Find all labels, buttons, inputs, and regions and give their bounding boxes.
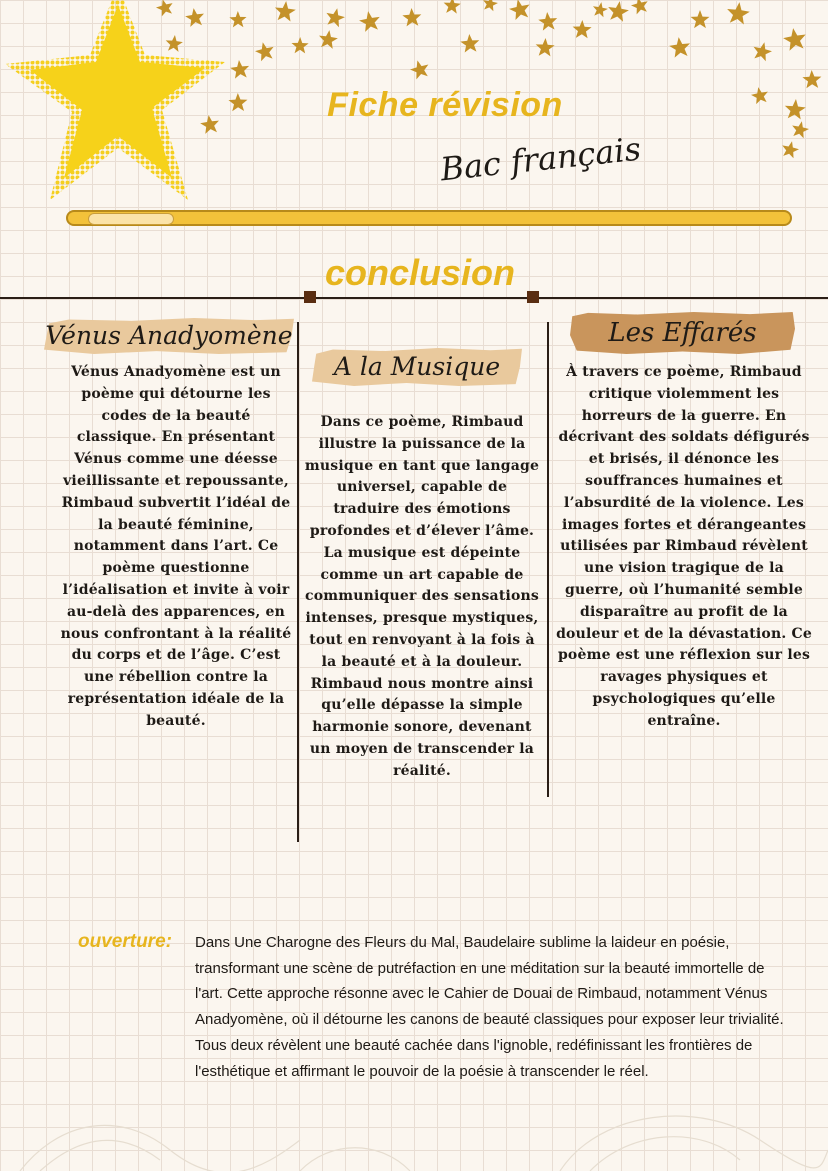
star-icon [784,98,807,120]
star-icon [184,7,205,28]
star-icon [228,93,247,111]
star-icon [629,0,650,15]
section-title: conclusion [324,252,516,293]
star-icon [668,36,691,58]
star-icon [507,0,532,21]
star-icon [460,33,480,52]
decorative-contours [0,1080,828,1171]
page-subtitle: Bac français [438,129,643,189]
progress-bar [66,210,792,226]
star-icon [591,1,608,18]
star-icon [408,58,431,80]
star-icon [402,8,422,27]
star-icon [572,20,592,39]
star-icon [274,0,297,22]
star-icon [291,37,308,54]
star-icon [751,40,774,62]
column-2-text: Dans ce poème, Rimbaud illustre la puissance de la musique en tant que langage universel, capable de traduire des émotions profondes et d’élever l’âme. La musique est dépeinte comme un art capable de communiquer des sensations intenses, presque mystiques, tout en renvoyant à la fois à la beauté et à la douleur. Rimbaud nous montre ainsi qu’elle dépasse la simple harmonie sonore, devenant un moyen de transcender la réalité. [304,414,540,779]
star-icon [802,70,822,89]
star-icon [481,0,499,12]
progress-bar-fill [88,213,174,225]
star-icon [154,0,175,17]
column-3-text: À travers ce poème, Rimbaud critique violemment les horreurs de la guerre. En décrivant des soldats défigurés et brisés, il dénonce les souffrances humaines et l’absurdité de la violence. Les images fortes et dérangeantes utilisées par Rimbaud révèlent une vision tragique de la guerre, où l’humanité semble disparaître au profit de la douleur et de la dévastation. Ce poème est une réflexion sur les ravages physiques et psychologiques qu’elle entraîne. [556,364,812,729]
star-icon [317,29,338,50]
star-icon [726,1,751,25]
divider-square-right [527,291,539,303]
column-2-title: A la Musique [333,352,501,381]
star-icon [229,11,246,28]
divider-line [0,297,828,299]
star-icon [358,9,382,32]
star-icon [230,59,251,79]
star-icon [324,6,347,28]
column-1-title: Vénus Anadyomène [45,321,293,350]
column-1-text: Vénus Anadyomène est un poème qui détourne les codes de la beauté classique. En présentant Vénus comme une déesse vieillissante et repoussante, Rimbaud subvertit l’idéal de la beauté féminine, notamment dans l’art. Ce poème questionne l’idéalisation et invite à voir au-delà des apparences, en nous confrontant à la réalité du corps et de l’âge. C’est une rébellion contre la représentation idéale de la beauté. [60,364,292,729]
column-3-title: Les Effarés [608,318,757,348]
ouverture-paragraph-1: Dans Une Charogne des Fleurs du Mal, Baudelaire sublime la laideur en poésie, transformant une scène de putréfaction en une méditation sur la beauté immortelle de l'art. Cette approche résonne avec le Cahier de Douai de Rimbaud, notamment Vénus Anadyomène, où il détourne les canons de beauté classiques pour exposer leur trivialité. [195,934,784,1029]
star-icon [606,0,630,22]
ouverture-text [195,930,785,1084]
column-divider-right [547,322,549,797]
star-icon [538,11,559,31]
star-icon [535,38,555,57]
star-icon [780,139,800,159]
star-icon [750,86,770,105]
ouverture-paragraph-2: Tous deux révèlent une beauté cachée dans l'ignoble, redéfinissant les frontières de l'esthétique et affirmant le pouvoir de la poésie à transcender le réel. [195,1036,753,1080]
page-title: Fiche révision [327,86,563,124]
divider-square-left [304,291,316,303]
column-divider-left [297,322,299,842]
ouverture-label: ouverture: [78,931,172,952]
star-icon [782,26,808,51]
star-icon [199,114,220,135]
star-icon [253,40,276,62]
star-icon [443,0,461,14]
star-icon [790,119,810,139]
star-icon [691,10,710,28]
star-icon [165,34,184,52]
